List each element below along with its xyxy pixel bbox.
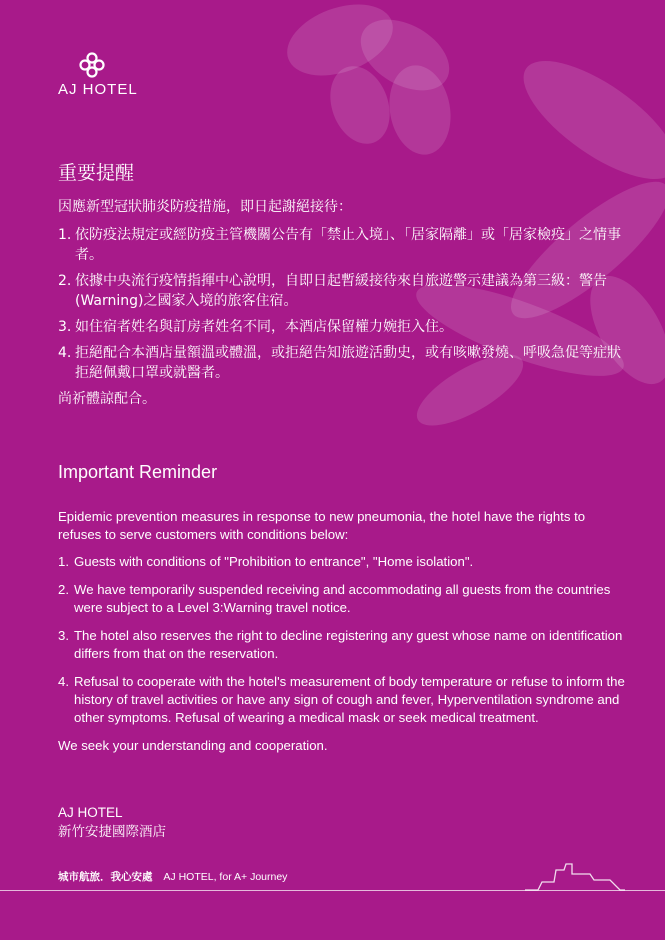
zh-item-number: 4. [58, 345, 72, 361]
en-title: Important Reminder [58, 462, 218, 482]
zh-item [58, 271, 628, 311]
en-intro: Epidemic prevention measures in response to new pneumonia, the hotel have the rights to refuses to serve customers with conditions below: [58, 509, 586, 542]
signature-zh: 新竹安捷國際酒店 [58, 824, 166, 839]
footer-zh-slogan: 城市航旅．我心安處 [58, 871, 153, 883]
zh-intro: 因應新型冠狀肺炎防疫措施，即日起謝絕接待： [58, 199, 352, 215]
knot-logo-icon [78, 52, 106, 78]
zh-item-text: 如住宿者姓名與訂房者姓名不同，本酒店保留權力婉拒入住。 [75, 319, 453, 335]
zh-item-number: 1. [58, 227, 72, 243]
en-closing: We seek your understanding and cooperation. [58, 738, 328, 753]
en-item-text: The hotel also reserves the right to decline registering any guest whose name on identification differs from that on the reservation. [74, 628, 623, 661]
hotel-logo [58, 52, 138, 98]
chinese-notice [58, 158, 628, 409]
footer-slogan [58, 869, 287, 884]
zh-item-number: 3. [58, 319, 72, 335]
zh-item-number: 2. [58, 273, 72, 289]
zh-item-text: 依防疫法規定或經防疫主管機關公告有「禁止入境」、「居家隔離」或「居家檢疫」之情事者。 [75, 227, 621, 263]
signature [58, 803, 166, 841]
english-notice [58, 508, 628, 755]
zh-closing: 尚祈體諒配合。 [58, 391, 156, 407]
zh-item-text: 拒絕配合本酒店量額溫或體溫，或拒絕告知旅遊活動史，或有咳嗽發燒、呼吸急促等症狀拒絕佩戴口罩或就醫者。 [75, 345, 621, 381]
logo-text: AJ HOTEL [58, 81, 138, 98]
en-item-number: 4. [58, 674, 69, 689]
en-item-text: We have temporarily suspended receiving and accommodating all guests from the countries were subject to a Level 3:Warning travel notice. [74, 582, 611, 615]
en-item-text: Guests with conditions of "Prohibition to entrance", "Home isolation". [74, 554, 474, 569]
en-item [58, 553, 628, 571]
zh-item [58, 225, 628, 265]
signature-en: AJ HOTEL [58, 805, 123, 820]
en-item [58, 673, 628, 727]
footer-divider [0, 890, 665, 891]
zh-title: 重要提醒 [58, 162, 135, 184]
en-item-text: Refusal to cooperate with the hotel's measurement of body temperature or refuse to inform the history of travel activities or have any sign of cough and fever, Hyperventilation syndrome and other symptoms. Refusal of wearing a medical mask or seek medical treatment. [74, 674, 625, 725]
en-item-number: 1. [58, 554, 69, 569]
en-item-number: 3. [58, 628, 69, 643]
en-item [58, 581, 628, 617]
en-item [58, 627, 628, 663]
zh-item [58, 317, 628, 337]
zh-item [58, 343, 628, 383]
zh-item-text: 依據中央流行疫情指揮中心說明，自即日起暫緩接待來自旅遊警示建議為第三級：警告(Warning)之國家入境的旅客住宿。 [75, 273, 607, 309]
en-item-number: 2. [58, 582, 69, 597]
footer-en-slogan: AJ HOTEL, for A+ Journey [163, 871, 288, 883]
